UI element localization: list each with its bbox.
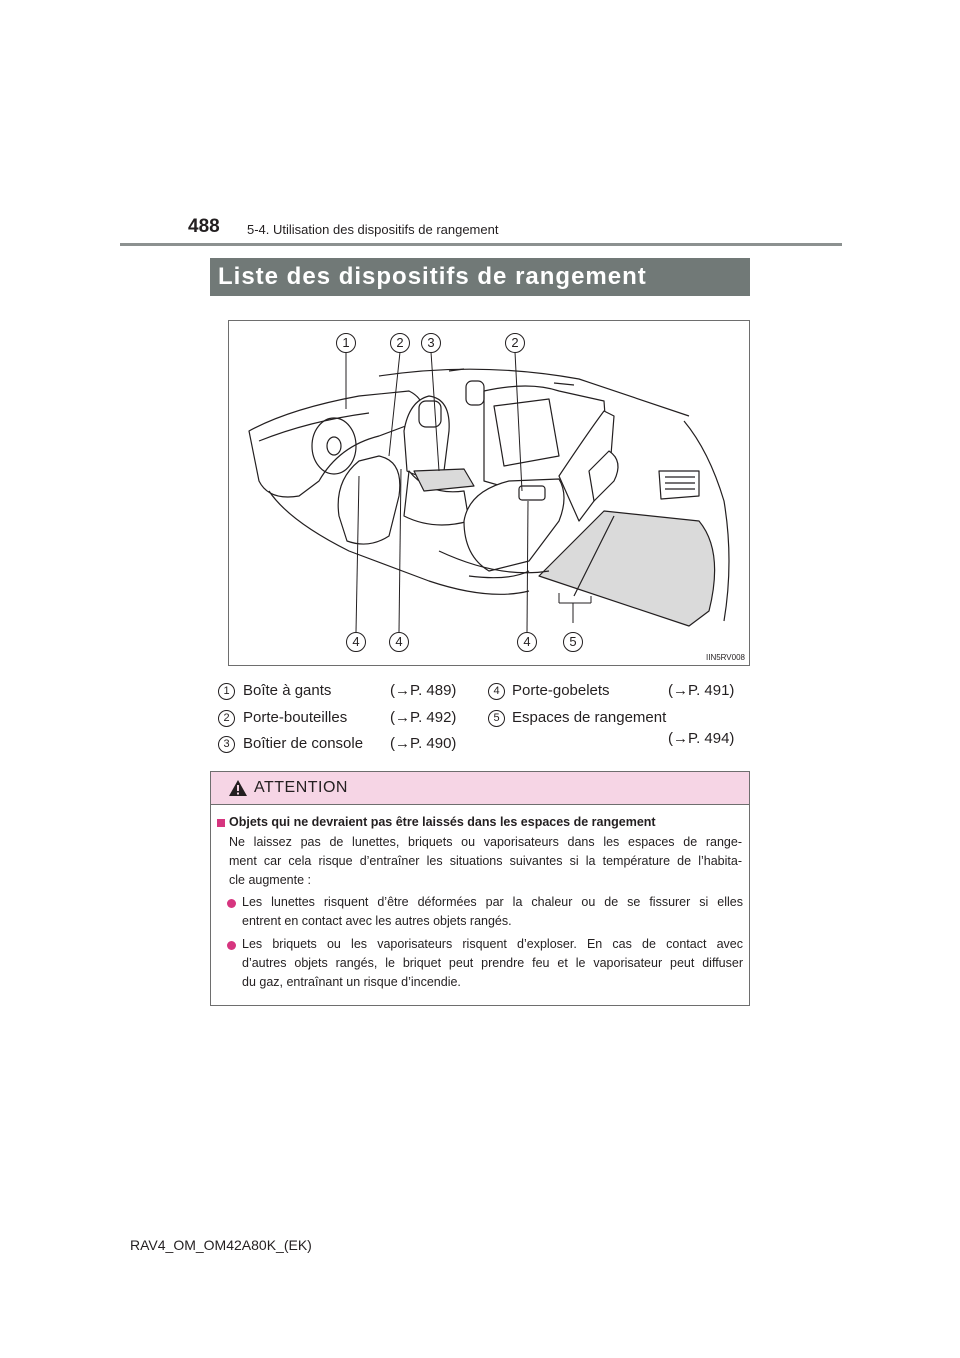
bullet-2-icon bbox=[227, 941, 236, 950]
callout-4-a: 4 bbox=[346, 632, 366, 652]
callout-4-c: 4 bbox=[517, 632, 537, 652]
warning-icon bbox=[228, 779, 248, 797]
car-interior-drawing bbox=[229, 321, 749, 665]
callout-2-rear: 2 bbox=[505, 333, 525, 353]
attention-header bbox=[211, 772, 749, 805]
attention-intro-line-3: cle augmente : bbox=[229, 873, 311, 887]
bullet-2-line-3: du gaz, entraînant un risque d’incendie. bbox=[242, 975, 461, 989]
attention-intro-line-1: Ne laissez pas de lunettes, briquets ou vaporisateurs dans les espaces de range- bbox=[229, 835, 742, 849]
bullet-1-icon bbox=[227, 899, 236, 908]
bullet-1-line-2: entrent en contact avec les autres objets rangés. bbox=[242, 914, 512, 928]
legend-ref-3: (→P. 490) bbox=[390, 735, 457, 752]
legend-ref-1: (→P. 489) bbox=[390, 682, 457, 699]
legend-ref-5: (→P. 494) bbox=[668, 730, 735, 747]
callout-2: 2 bbox=[390, 333, 410, 353]
callout-5: 5 bbox=[563, 632, 583, 652]
legend-num-5: 5 bbox=[488, 710, 505, 727]
page-number: 488 bbox=[188, 216, 220, 237]
attention-box bbox=[210, 771, 750, 1006]
legend-ref-2: (→P. 492) bbox=[390, 709, 457, 726]
attention-heading: Objets qui ne devraient pas être laissés dans les espaces de rangement bbox=[229, 815, 656, 829]
legend-label-1: Boîte à gants bbox=[243, 682, 332, 699]
attention-intro-line-2: ment car cela risque d’entraîner les situations suivantes si la température de l’habita- bbox=[229, 854, 742, 868]
attention-title: ATTENTION bbox=[254, 779, 348, 796]
vehicle-illustration bbox=[228, 320, 750, 666]
page-title: Liste des dispositifs de rangement bbox=[210, 258, 750, 296]
legend-num-1: 1 bbox=[218, 683, 235, 700]
section-title: 5-4. Utilisation des dispositifs de rangement bbox=[247, 222, 499, 237]
callout-4-b: 4 bbox=[389, 632, 409, 652]
legend-ref-4: (→P. 491) bbox=[668, 682, 735, 699]
callout-1: 1 bbox=[336, 333, 356, 353]
bullet-2-line-2: d’autres objets rangés, le briquet peut prendre feu et le vaporisateur peut diffuser bbox=[242, 956, 743, 970]
legend-label-4: Porte-gobelets bbox=[512, 682, 610, 699]
figure-code: IIN5RV008 bbox=[706, 653, 745, 662]
bullet-1-line-1: Les lunettes risquent d’être déformées par la chaleur ou de se fissurer si elles bbox=[242, 895, 743, 909]
legend-num-3: 3 bbox=[218, 736, 235, 753]
callout-3: 3 bbox=[421, 333, 441, 353]
legend-num-2: 2 bbox=[218, 710, 235, 727]
footer-doc-code: RAV4_OM_OM42A80K_(EK) bbox=[130, 1237, 312, 1253]
heading-bullet-icon bbox=[217, 819, 225, 827]
header-rule bbox=[120, 243, 842, 246]
legend-label-2: Porte-bouteilles bbox=[243, 709, 348, 726]
legend-num-4: 4 bbox=[488, 683, 505, 700]
legend-label-3: Boîtier de console bbox=[243, 735, 364, 752]
legend-label-5: Espaces de rangement bbox=[512, 709, 667, 726]
bullet-2-line-1: Les briquets ou les vaporisateurs risquent d’exploser. En cas de contact avec bbox=[242, 937, 743, 951]
